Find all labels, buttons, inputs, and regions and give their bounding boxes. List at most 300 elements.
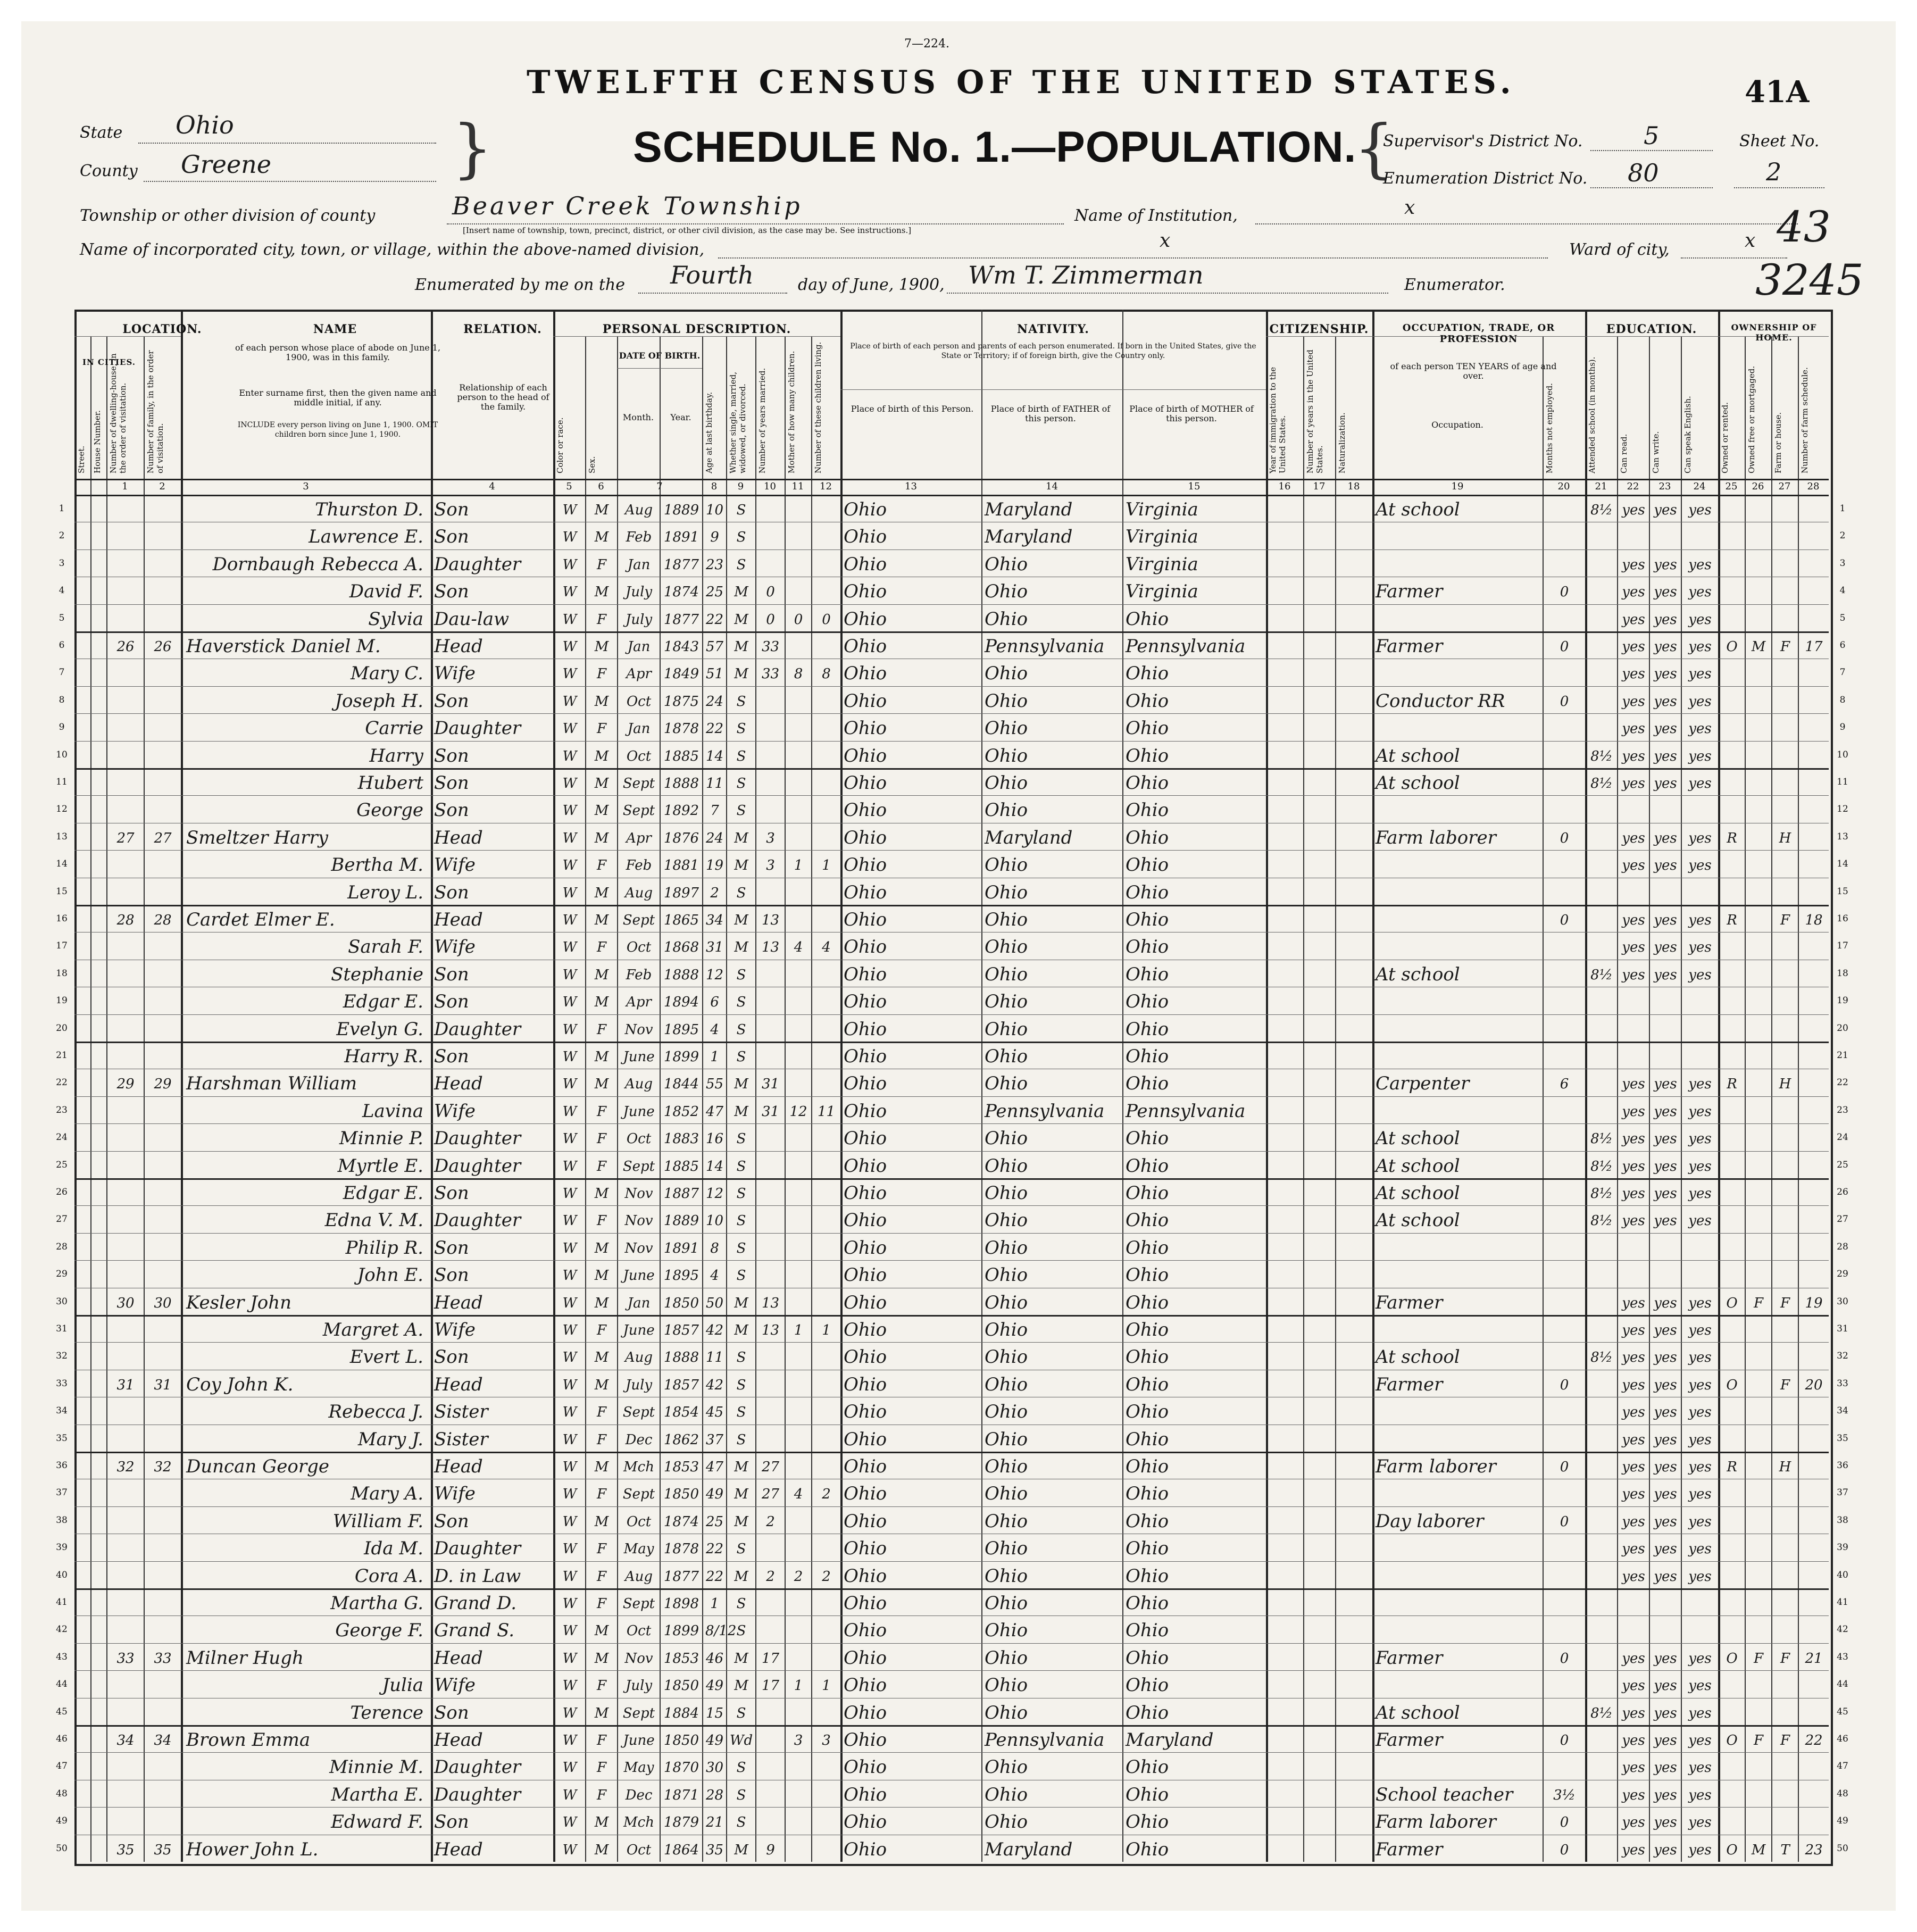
cell-col: W xyxy=(562,939,577,956)
row-number-right: 49 xyxy=(1837,1816,1848,1827)
corner-marks: 43 xyxy=(1777,202,1831,252)
occupation-label: Occupation. xyxy=(1431,420,1483,430)
cell-en: yes xyxy=(1688,502,1712,518)
cell-sch: 8½ xyxy=(1590,1186,1613,1202)
cell-pb: Ohio xyxy=(844,991,887,1013)
cell-ym: 3 xyxy=(766,830,775,846)
cell-pb: Ohio xyxy=(844,1647,887,1669)
cell-sex: F xyxy=(596,611,607,628)
cell-pb: Ohio xyxy=(844,1483,887,1505)
cell-fm: M xyxy=(1751,639,1766,655)
cell-occ: At school xyxy=(1376,1128,1460,1150)
column-header-fh: Farm or house. xyxy=(1773,412,1783,473)
cell-col: W xyxy=(562,748,577,764)
cell-sex: M xyxy=(594,1049,609,1065)
cell-pm: Ohio xyxy=(1126,1182,1169,1204)
cell-pm: Ohio xyxy=(1126,772,1169,794)
cell-name: William F. xyxy=(332,1510,423,1532)
cell-age: 8/12 xyxy=(705,1623,737,1639)
cell-ch: 4 xyxy=(794,939,803,956)
cell-name: Sarah F. xyxy=(348,936,423,958)
cell-wr: yes xyxy=(1654,939,1677,956)
cell-rel: Daughter xyxy=(434,1538,521,1560)
cell-occ: Farmer xyxy=(1376,1373,1443,1395)
cell-name: Rebecca J. xyxy=(328,1401,423,1423)
cell-yr: 1889 xyxy=(663,1213,699,1229)
cell-dw: 30 xyxy=(116,1295,135,1311)
column-divider xyxy=(585,336,586,1862)
cell-fh: H xyxy=(1779,1076,1791,1093)
cell-pm: Ohio xyxy=(1126,1428,1169,1450)
cell-sex: M xyxy=(594,885,609,901)
column-header-mne: Months not employed. xyxy=(1545,383,1554,473)
cell-dw: 35 xyxy=(116,1842,135,1858)
row-number-right: 14 xyxy=(1837,859,1848,870)
cell-col: W xyxy=(562,1076,577,1093)
year-label: Year. xyxy=(670,412,691,422)
cell-mo: Jan xyxy=(627,1295,651,1311)
cell-pf: Ohio xyxy=(985,1346,1028,1368)
cell-ms: S xyxy=(736,1404,746,1421)
cell-own: R xyxy=(1727,912,1737,928)
cell-yr: 1877 xyxy=(663,1568,699,1585)
cell-yr: 1889 xyxy=(663,502,699,518)
column-number: 18 xyxy=(1347,481,1360,492)
cell-mne: 0 xyxy=(1560,1459,1569,1475)
cell-wr: yes xyxy=(1654,1350,1677,1366)
cell-wr: yes xyxy=(1654,1131,1677,1147)
row-rule xyxy=(74,549,1829,550)
column-divider xyxy=(1617,336,1618,1862)
cell-yr: 1895 xyxy=(663,1268,699,1284)
enumerator-name: Wm T. Zimmerman xyxy=(968,261,1204,289)
cell-fh: F xyxy=(1780,1377,1790,1393)
city-line xyxy=(718,257,1548,259)
row-rule xyxy=(74,1561,1829,1562)
cell-pm: Ohio xyxy=(1126,963,1169,985)
cell-rel: Son xyxy=(434,1510,469,1532)
cell-rel: Sister xyxy=(434,1428,488,1450)
cell-col: W xyxy=(562,721,577,737)
cell-name: Evert L. xyxy=(349,1346,423,1368)
ward-label: Ward of city, xyxy=(1569,240,1670,259)
column-number: 8 xyxy=(711,481,718,492)
cell-pm: Ohio xyxy=(1126,1702,1169,1723)
cell-mne: 0 xyxy=(1560,1513,1569,1530)
cell-name: Edward F. xyxy=(331,1811,423,1833)
cell-occ: At school xyxy=(1376,1346,1460,1368)
cell-ms: M xyxy=(734,1076,748,1093)
cell-pb: Ohio xyxy=(844,1510,887,1532)
cell-sex: M xyxy=(594,967,609,983)
cell-en: yes xyxy=(1688,1760,1712,1776)
cell-ch: 4 xyxy=(794,1486,803,1503)
cell-en: yes xyxy=(1688,776,1712,792)
cell-wr: yes xyxy=(1654,776,1677,792)
cell-rel: Wife xyxy=(434,663,476,685)
cell-mne: 0 xyxy=(1560,1842,1569,1858)
column-number: 3 xyxy=(303,481,309,492)
cell-name: Ida M. xyxy=(364,1538,423,1560)
cell-rel: Head xyxy=(434,1292,483,1313)
cell-age: 28 xyxy=(705,1787,724,1803)
cell-pb: Ohio xyxy=(844,854,887,876)
cell-ym: 2 xyxy=(766,1513,775,1530)
cell-wr: yes xyxy=(1654,1377,1677,1393)
row-rule xyxy=(74,713,1829,714)
column-divider xyxy=(811,336,812,1862)
cell-occ: Farmer xyxy=(1376,636,1443,657)
cell-col: W xyxy=(562,1541,577,1558)
cell-ms: S xyxy=(736,994,746,1011)
cell-rel: Daughter xyxy=(434,1128,521,1150)
cell-ms: S xyxy=(736,967,746,983)
cell-name: Joseph H. xyxy=(335,690,423,712)
cell-rd: yes xyxy=(1622,1650,1645,1667)
cell-ms: S xyxy=(736,1350,746,1366)
cell-pb: Ohio xyxy=(844,1128,887,1150)
enumerator-line xyxy=(947,293,1388,294)
cell-mo: June xyxy=(623,1268,655,1284)
cell-ms: S xyxy=(736,803,746,819)
date-of-birth: DATE OF BIRTH. xyxy=(619,351,701,361)
cell-pb: Ohio xyxy=(844,1620,887,1642)
cell-sch: 8½ xyxy=(1590,967,1613,983)
cell-ch: 8 xyxy=(794,666,803,682)
row-number-left: 27 xyxy=(56,1214,68,1225)
column-number: 24 xyxy=(1693,481,1706,492)
cell-mo: Aug xyxy=(624,1076,653,1093)
cell-pf: Ohio xyxy=(985,881,1028,903)
cell-en: yes xyxy=(1688,1377,1712,1393)
cell-mo: Aug xyxy=(624,1350,653,1366)
cell-ms: S xyxy=(736,1431,746,1448)
cell-sex: M xyxy=(594,639,609,655)
row-rule xyxy=(74,1014,1829,1015)
cell-age: 55 xyxy=(705,1076,724,1093)
row-number-left: 36 xyxy=(56,1460,68,1471)
cell-ym: 3 xyxy=(766,857,775,874)
cell-pf: Ohio xyxy=(985,1620,1028,1642)
birth-father-label: Place of birth of FATHER of this person. xyxy=(990,404,1111,423)
cell-mo: Dec xyxy=(625,1431,653,1448)
row-number-left: 50 xyxy=(56,1843,68,1854)
cell-cl: 1 xyxy=(822,857,831,874)
header-bottom-rule xyxy=(74,479,1829,480)
cell-ms: S xyxy=(736,1213,746,1229)
sheet-no-line xyxy=(1734,187,1824,188)
cell-age: 22 xyxy=(705,721,724,737)
cell-rel: Head xyxy=(434,1456,483,1477)
cell-pf: Ohio xyxy=(985,1756,1028,1778)
cell-yr: 1899 xyxy=(663,1623,699,1639)
cell-col: W xyxy=(562,1431,577,1448)
cell-mo: Jan xyxy=(627,721,651,737)
row-number-left: 49 xyxy=(56,1816,68,1827)
cell-col: W xyxy=(562,1568,577,1585)
column-divider xyxy=(181,310,183,1862)
row-number-left: 48 xyxy=(56,1788,68,1799)
cell-pm: Ohio xyxy=(1126,1373,1169,1395)
cell-pb: Ohio xyxy=(844,800,887,821)
cell-rd: yes xyxy=(1622,1733,1645,1748)
column-number: 23 xyxy=(1658,481,1671,492)
group-nativity: NATIVITY. xyxy=(1017,322,1089,336)
cell-pm: Ohio xyxy=(1126,690,1169,712)
row-rule xyxy=(74,1315,1829,1317)
cell-rel: Head xyxy=(434,1838,483,1860)
row-number-right: 46 xyxy=(1837,1734,1848,1744)
column-divider xyxy=(1771,336,1772,1862)
cell-age: 4 xyxy=(710,1268,719,1284)
cell-age: 12 xyxy=(705,967,724,983)
cell-pf: Ohio xyxy=(985,581,1028,603)
cell-sex: M xyxy=(594,1268,609,1284)
cell-col: W xyxy=(562,584,577,601)
cell-rel: Son xyxy=(434,772,469,794)
cell-en: yes xyxy=(1688,611,1712,628)
row-rule xyxy=(74,631,1829,633)
cell-name: Sylvia xyxy=(368,608,423,630)
cell-col: W xyxy=(562,1240,577,1256)
institution-line xyxy=(1255,223,1798,224)
column-divider xyxy=(1335,336,1336,1862)
cell-en: yes xyxy=(1688,1787,1712,1803)
cell-pb: Ohio xyxy=(844,1292,887,1313)
cell-wr: yes xyxy=(1654,1459,1677,1475)
cell-col: W xyxy=(562,1760,577,1776)
cell-rd: yes xyxy=(1622,1350,1645,1366)
cell-pm: Ohio xyxy=(1126,1018,1169,1040)
cell-sex: F xyxy=(596,1568,607,1585)
cell-fam: 31 xyxy=(154,1377,172,1393)
group-name: NAME xyxy=(313,322,357,336)
group-personal: PERSONAL DESCRIPTION. xyxy=(602,322,791,336)
cell-rd: yes xyxy=(1622,1322,1645,1338)
cell-pf: Ohio xyxy=(985,909,1028,930)
row-number-left: 17 xyxy=(56,940,68,952)
cell-yr: 1883 xyxy=(663,1131,699,1147)
cell-own: O xyxy=(1726,1733,1738,1748)
cell-rd: yes xyxy=(1622,556,1645,573)
row-number-right: 19 xyxy=(1837,995,1848,1006)
cell-pb: Ohio xyxy=(844,553,887,575)
cell-mo: Jan xyxy=(627,556,651,573)
cell-own: R xyxy=(1727,830,1737,846)
cell-mo: Nov xyxy=(624,1021,653,1038)
row-number-left: 25 xyxy=(56,1159,68,1170)
cell-col: W xyxy=(562,803,577,819)
row-number-left: 30 xyxy=(56,1296,68,1307)
cell-cl: 8 xyxy=(822,666,831,682)
cell-rel: Wife xyxy=(434,854,476,876)
cell-fh: T xyxy=(1780,1842,1790,1858)
cell-mo: Jan xyxy=(627,639,651,655)
cell-pf: Ohio xyxy=(985,800,1028,821)
cell-ms: S xyxy=(736,1377,746,1393)
cell-yr: 1885 xyxy=(663,748,699,764)
cell-pf: Ohio xyxy=(985,1073,1028,1095)
cell-en: yes xyxy=(1688,1486,1712,1503)
cell-name: Milner Hugh xyxy=(186,1647,304,1669)
cell-name: George xyxy=(356,800,423,821)
cell-wr: yes xyxy=(1654,1678,1677,1694)
cell-fm: F xyxy=(1753,1295,1764,1311)
cell-mne: 0 xyxy=(1560,830,1569,846)
cell-rd: yes xyxy=(1622,1213,1645,1229)
cell-rd: yes xyxy=(1622,776,1645,792)
cell-yr: 1853 xyxy=(663,1650,699,1667)
cell-name: Hower John L. xyxy=(186,1838,319,1860)
cell-pb: Ohio xyxy=(844,1593,887,1614)
schedule-title: SCHEDULE No. 1.—POPULATION. xyxy=(633,123,1357,171)
name-instr: Enter surname first, then the given name and middle initial, if any. xyxy=(239,388,437,407)
header-divider xyxy=(617,368,702,369)
cell-ym: 13 xyxy=(761,912,780,928)
enum-district-label: Enumeration District No. xyxy=(1383,169,1588,188)
cell-mo: Apr xyxy=(626,830,652,846)
cell-rel: Wife xyxy=(434,1675,476,1696)
row-number-right: 13 xyxy=(1837,831,1848,842)
cell-ms: S xyxy=(736,502,746,518)
cell-ym: 17 xyxy=(761,1678,780,1694)
cell-yr: 1874 xyxy=(663,584,699,601)
cell-sex: F xyxy=(596,1213,607,1229)
cell-col: W xyxy=(562,1186,577,1202)
cell-ms: S xyxy=(736,1186,746,1202)
enum-district-line xyxy=(1590,187,1713,188)
cell-rel: Head xyxy=(434,1073,483,1095)
column-number: 10 xyxy=(764,481,776,492)
right-brace: { xyxy=(1354,112,1395,186)
cell-pb: Ohio xyxy=(844,1319,887,1340)
cell-own: R xyxy=(1727,1076,1737,1093)
cell-sex: F xyxy=(596,1404,607,1421)
cell-yr: 1881 xyxy=(663,857,699,874)
cell-col: W xyxy=(562,639,577,655)
row-number-left: 14 xyxy=(56,859,68,870)
row-rule xyxy=(74,1233,1829,1234)
cell-mo: Sept xyxy=(622,1705,655,1721)
cell-col: W xyxy=(562,1213,577,1229)
cell-mo: Oct xyxy=(626,693,652,710)
row-number-left: 22 xyxy=(56,1077,68,1088)
cell-wr: yes xyxy=(1654,1486,1677,1503)
cell-pf: Ohio xyxy=(985,772,1028,794)
cell-sex: M xyxy=(594,1623,609,1639)
cell-pb: Ohio xyxy=(844,1018,887,1040)
cell-yr: 1891 xyxy=(663,529,699,546)
cell-pm: Ohio xyxy=(1126,881,1169,903)
row-number-right: 9 xyxy=(1839,722,1846,733)
cell-col: W xyxy=(562,502,577,518)
row-rule xyxy=(74,1807,1829,1808)
row-number-right: 37 xyxy=(1837,1487,1848,1498)
cell-rel: Son xyxy=(434,1182,469,1204)
cell-rel: Son xyxy=(434,991,469,1013)
cell-mo: May xyxy=(623,1760,654,1776)
cell-pm: Ohio xyxy=(1126,1456,1169,1477)
cell-pm: Ohio xyxy=(1126,1073,1169,1095)
cell-rel: Head xyxy=(434,1729,483,1751)
cell-age: 4 xyxy=(710,1021,719,1038)
cell-dw: 28 xyxy=(116,912,135,928)
column-header-nat: Naturalization. xyxy=(1337,412,1347,473)
cell-ch: 2 xyxy=(794,1568,803,1585)
row-number-left: 45 xyxy=(56,1706,68,1717)
cell-pf: Ohio xyxy=(985,963,1028,985)
cell-age: 22 xyxy=(705,1541,724,1558)
cell-age: 1 xyxy=(710,1596,719,1612)
cell-pf: Ohio xyxy=(985,1128,1028,1150)
enumerated-prefix: Enumerated by me on the xyxy=(415,276,625,294)
cell-pf: Ohio xyxy=(985,1292,1028,1313)
cell-age: 47 xyxy=(705,1103,724,1120)
column-header-yus: Number of years in the United States. xyxy=(1305,349,1324,473)
row-number-left: 39 xyxy=(56,1542,68,1553)
cell-occ: Day laborer xyxy=(1376,1510,1484,1532)
cell-pf: Maryland xyxy=(985,827,1073,848)
cell-mo: Nov xyxy=(624,1186,653,1202)
cell-age: 14 xyxy=(705,748,724,764)
cell-pf: Ohio xyxy=(985,854,1028,876)
cell-own: O xyxy=(1726,1377,1738,1393)
row-number-left: 13 xyxy=(56,831,68,842)
cell-rd: yes xyxy=(1622,830,1645,846)
cell-name: Margret A. xyxy=(322,1319,423,1340)
cell-cl: 2 xyxy=(822,1486,831,1503)
cell-rel: Daughter xyxy=(434,1018,521,1040)
cell-en: yes xyxy=(1688,1158,1712,1175)
cell-age: 14 xyxy=(705,1158,724,1175)
cell-mo: Feb xyxy=(626,529,652,546)
cell-pf: Ohio xyxy=(985,1647,1028,1669)
name-desc: of each person whose place of abode on June 1, 1900, was in this family. xyxy=(235,343,441,362)
column-header-yi: Year of immigration to the United States. xyxy=(1268,367,1287,473)
cell-ms: M xyxy=(734,1322,748,1338)
group-relation: RELATION. xyxy=(463,322,542,336)
cell-wr: yes xyxy=(1654,1158,1677,1175)
birth-mother-label: Place of birth of MOTHER of this person. xyxy=(1129,404,1254,423)
cell-yr: 1879 xyxy=(663,1814,699,1831)
cell-occ: At school xyxy=(1376,772,1460,794)
cell-pm: Virginia xyxy=(1126,553,1198,575)
column-number: 16 xyxy=(1278,481,1291,492)
cell-dw: 32 xyxy=(116,1459,135,1475)
cell-pb: Ohio xyxy=(844,1073,887,1095)
township-value: Beaver Creek Township xyxy=(452,191,803,220)
birth-person-label: Place of birth of this Person. xyxy=(851,404,974,414)
cell-age: 42 xyxy=(705,1377,724,1393)
cell-col: W xyxy=(562,666,577,682)
cell-pm: Ohio xyxy=(1126,1538,1169,1560)
cell-sch: 8½ xyxy=(1590,502,1613,518)
cell-yr: 1852 xyxy=(663,1103,699,1120)
cell-rel: Daughter xyxy=(434,718,521,739)
column-header-col: Color or race. xyxy=(555,417,565,473)
cell-age: 57 xyxy=(705,639,724,655)
row-number-right: 44 xyxy=(1837,1679,1848,1690)
cell-yr: 1888 xyxy=(663,776,699,792)
cell-col: W xyxy=(562,1705,577,1721)
cell-rd: yes xyxy=(1622,611,1645,628)
cell-mo: Feb xyxy=(626,967,652,983)
row-number-left: 21 xyxy=(56,1050,68,1061)
cell-col: W xyxy=(562,1131,577,1147)
cell-fh: H xyxy=(1779,1459,1791,1475)
cell-en: yes xyxy=(1688,1322,1712,1338)
cell-name: Terence xyxy=(350,1702,423,1723)
